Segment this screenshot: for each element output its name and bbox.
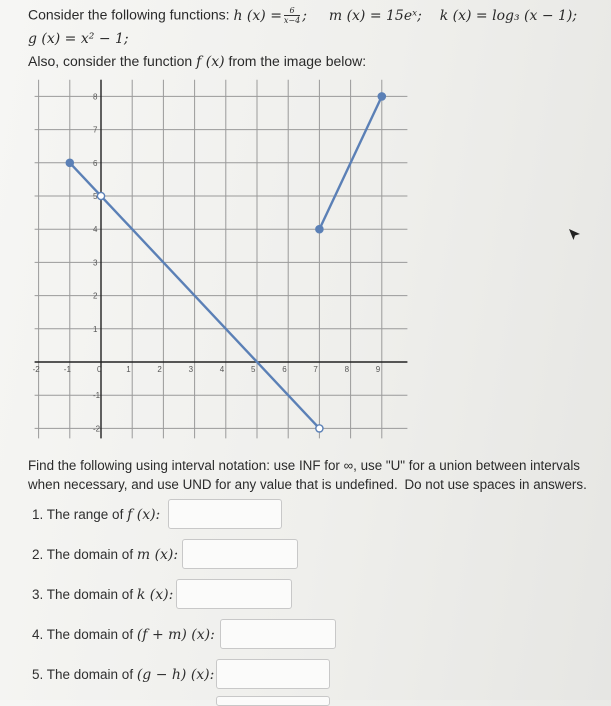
- g-definition: g (x) = x² − 1;: [28, 31, 129, 47]
- closed-endpoint: [378, 93, 385, 100]
- question-1-function: f (x):: [127, 507, 161, 523]
- question-4-label: 4. The domain of: [32, 627, 134, 642]
- question-2: [32, 547, 178, 563]
- domain-k-answer-input[interactable]: [176, 579, 292, 609]
- intro-suffix: from the image below:: [228, 53, 367, 69]
- y-tick-label: 3: [93, 258, 98, 268]
- next-answer-box-partial: [216, 696, 330, 706]
- x-tick-label: -2: [32, 365, 40, 374]
- grid-lines: [32, 80, 408, 439]
- question-5-label: 5. The domain of: [32, 667, 134, 682]
- x-tick-label: 2: [157, 365, 162, 374]
- y-tick-label: 7: [93, 125, 98, 135]
- domain-g-minus-h-answer-input[interactable]: [216, 659, 330, 689]
- m-definition: m (x) = 15eˣ;: [328, 7, 422, 24]
- instructions-no-spaces: Do not use spaces in answers.: [404, 477, 587, 492]
- x-tick-label: 3: [188, 365, 194, 374]
- x-tick-label: 5: [251, 365, 256, 374]
- range-f-answer-input[interactable]: [168, 499, 282, 529]
- domain-f-plus-m-answer-input[interactable]: [220, 619, 336, 649]
- y-tick-label: 4: [93, 225, 98, 235]
- y-tick-label: 8: [93, 92, 98, 102]
- mouse-cursor-icon: [568, 228, 582, 242]
- question-3: [32, 587, 173, 603]
- question-4: [32, 627, 215, 643]
- x-tick-label: -1: [63, 365, 71, 374]
- axes: [32, 80, 408, 439]
- x-tick-label: 9: [375, 365, 381, 374]
- x-tick-label: 1: [126, 365, 131, 374]
- y-tick-label: 2: [93, 291, 98, 301]
- x-tick-label: 7: [313, 365, 318, 374]
- x-tick-label: 0: [97, 365, 102, 374]
- question-1-label: 1. The range of: [32, 507, 124, 522]
- y-tick-label: 6: [93, 158, 98, 168]
- header-prefix: Consider the following functions:: [28, 6, 230, 23]
- open-endpoint: [316, 425, 323, 432]
- k-definition: k (x) = log₃ (x − 1);: [439, 7, 578, 24]
- question-4-function: (f + m) (x):: [136, 627, 215, 643]
- y-tick-label: -1: [93, 391, 101, 401]
- y-tick-label: 1: [93, 324, 98, 334]
- closed-endpoint: [316, 226, 323, 233]
- x-tick-label: 6: [282, 365, 287, 374]
- x-tick-label: 8: [344, 365, 350, 374]
- x-tick-label: 4: [219, 365, 225, 374]
- domain-m-answer-input[interactable]: [182, 539, 298, 569]
- instructions-main: Find the following using interval notation: use INF for ∞, use "U" for a union between intervals when necessary, and use UND for any value that is undefined.: [28, 458, 580, 492]
- question-2-function: m (x):: [136, 547, 179, 563]
- h-definition: h (x) = $\frac{6}{x-4}$ ;: [233, 6, 307, 25]
- intro-text: Also, consider the function: [28, 53, 193, 69]
- question-5-function: (g − h) (x):: [136, 667, 215, 683]
- h-lhs: h (x) =: [233, 7, 282, 24]
- question-3-label: 3. The domain of: [32, 587, 134, 602]
- question-3-function: k (x):: [136, 587, 174, 603]
- question-1: [32, 507, 160, 523]
- question-2-label: 2. The domain of: [32, 547, 134, 562]
- h-denominator: x−4: [283, 16, 301, 25]
- y-tick-label: -2: [93, 424, 101, 434]
- question-5: [32, 667, 214, 683]
- instructions: [28, 456, 598, 494]
- f-label: f (x): [196, 54, 225, 70]
- closed-endpoint: [66, 159, 73, 166]
- y-tick-label: 5: [93, 192, 98, 201]
- open-point: [97, 192, 104, 199]
- h-numerator: 6: [284, 6, 300, 16]
